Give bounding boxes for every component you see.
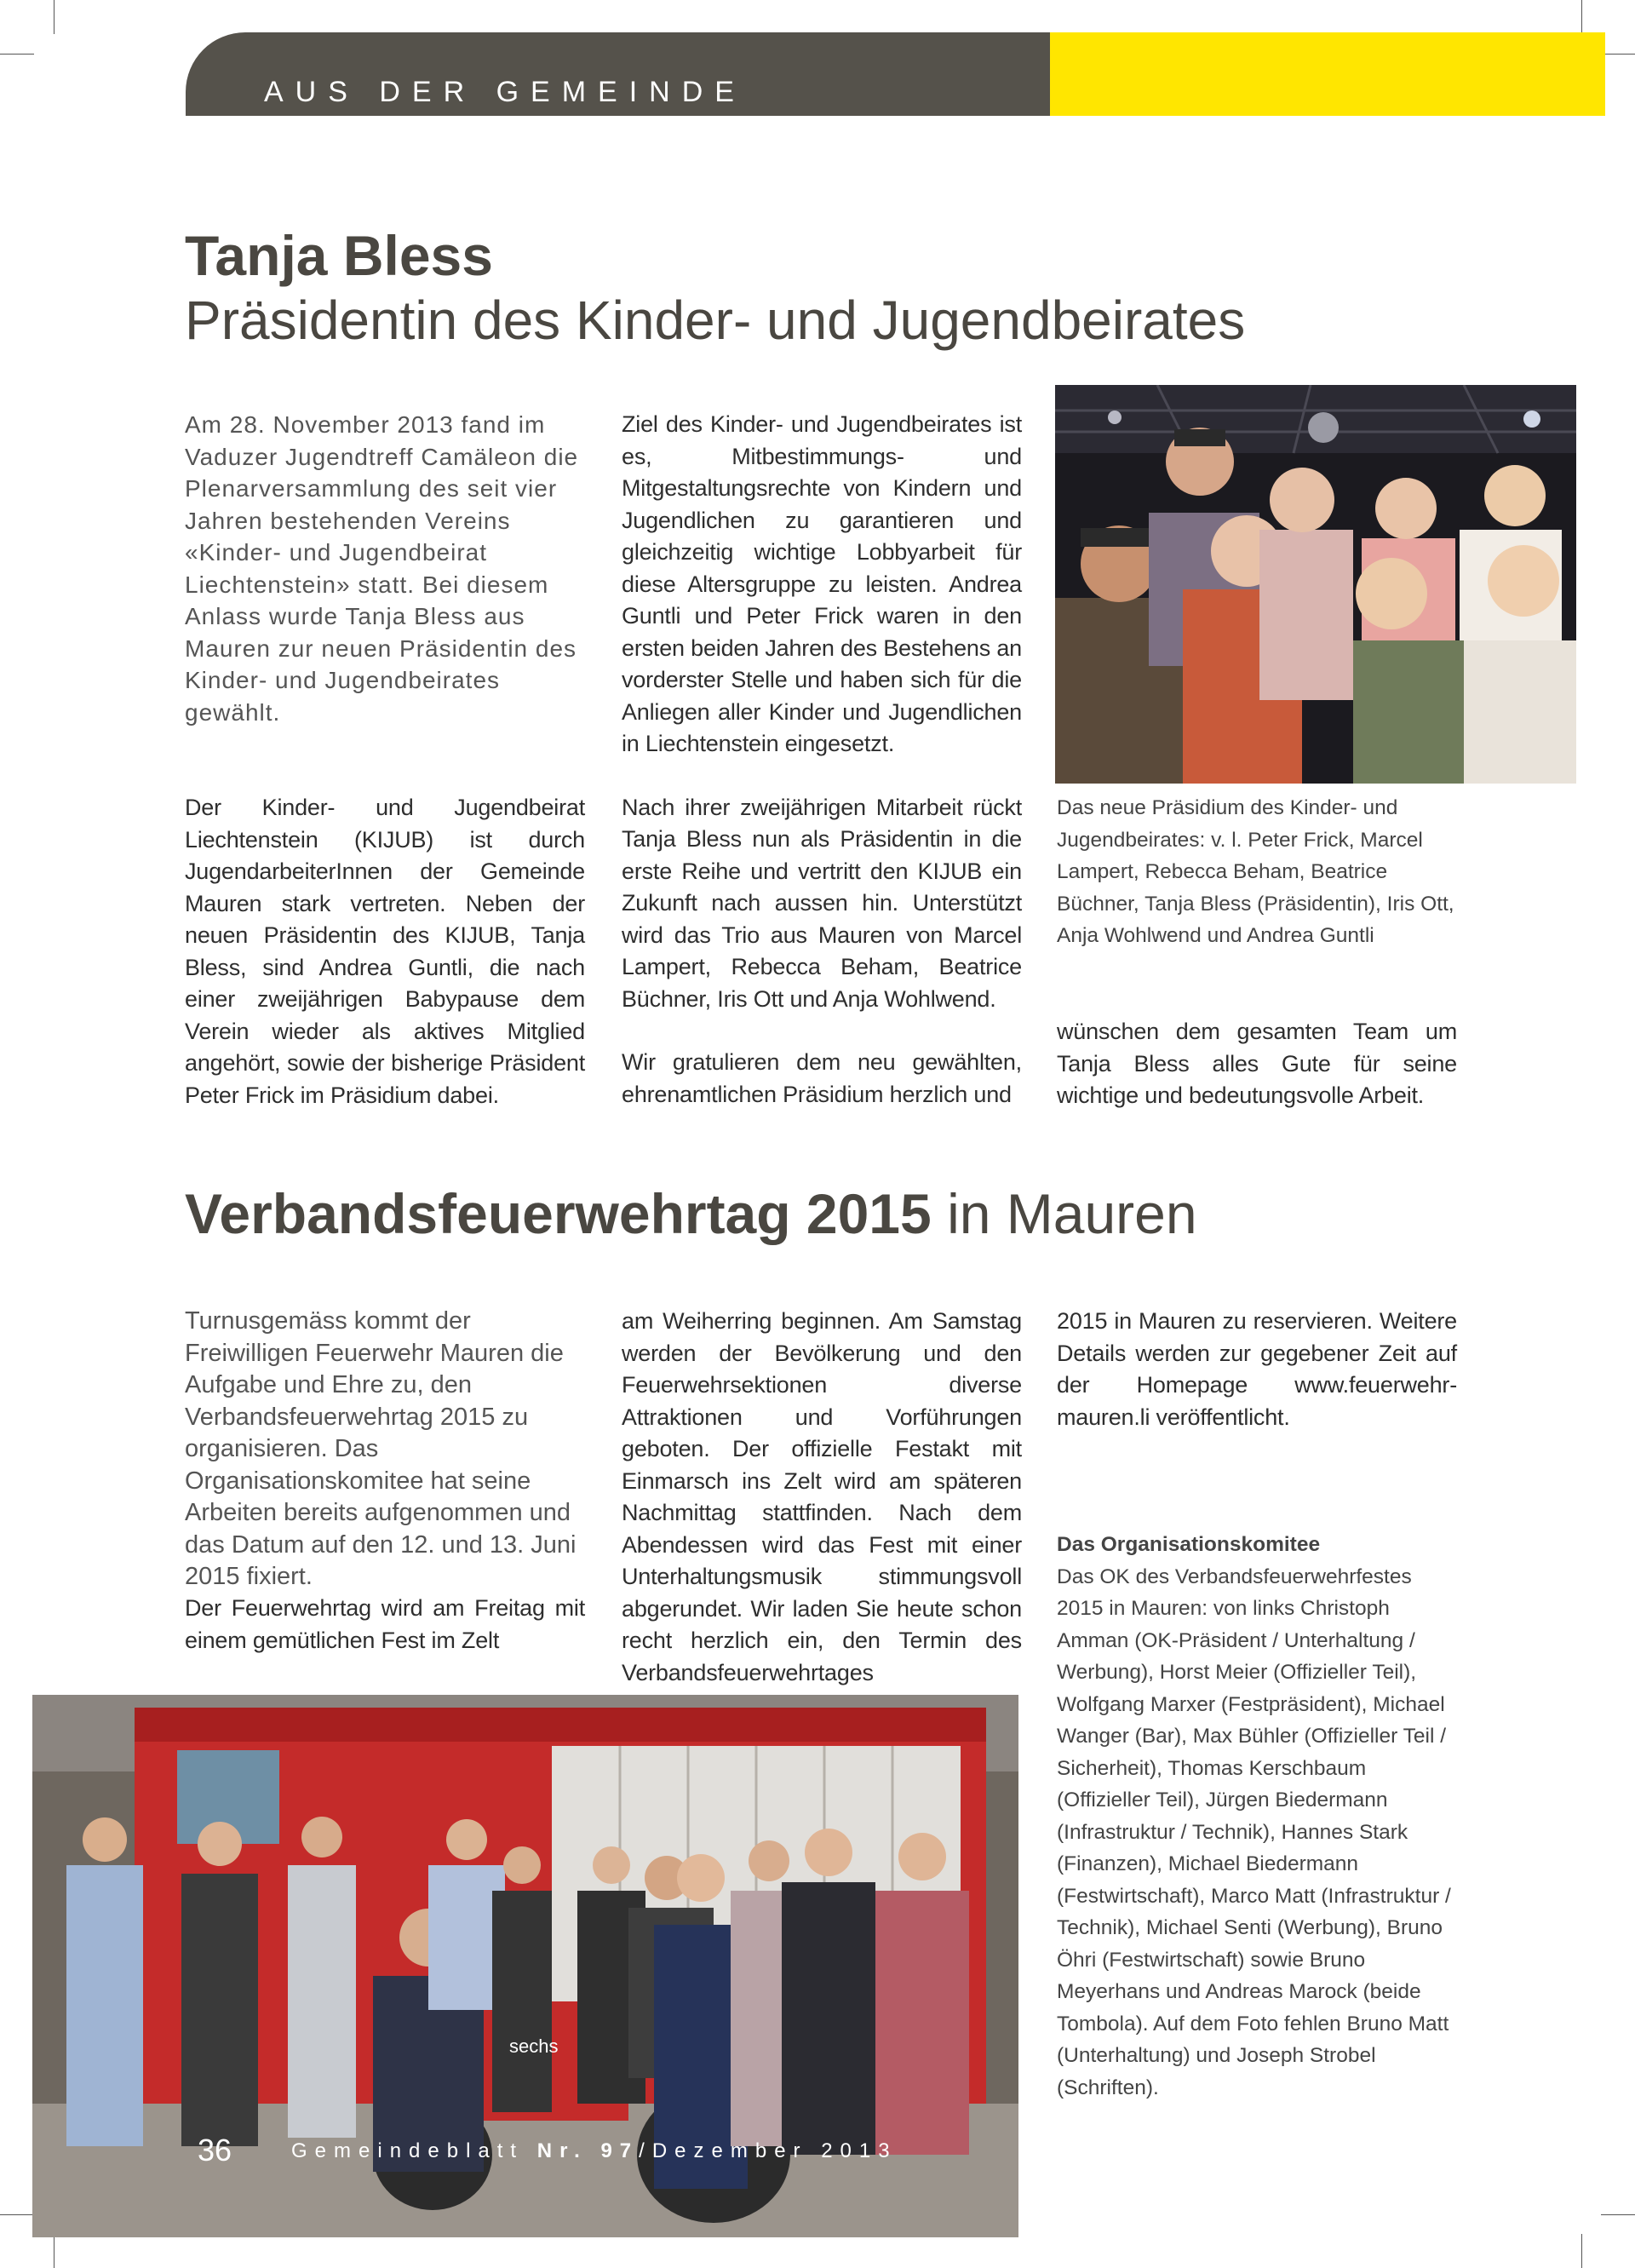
caption-text: Das OK des Verbandsfeuerwehrfestes 2015 in Mauren: von links Christoph Amman (OK-Präsident / Unterhaltung / Werbung), Horst Meier (Offizieller Teil), Wolfgang Marxer (Festpräsident), Michael Wanger (Bar), Max Bühler (Offizieller Teil / Sicherheit), Thomas Kerschbaum (Offizieller Teil), Jürgen Biedermann (Infrastruktur / Technik), Hannes Stark (Finanzen), Michael Biedermann (Festwirtschaft), Marco Matt (Infrastruktur / Technik), Michael Senti (Werbung), Bruno Öhri (Festwirtschaft) sowie Bruno Meyerhans und Andreas Marock (beide Tombola). Auf dem Foto fehlen Bruno Matt (Unterhaltung) und Joseph Strobel (Schriften). xyxy=(1057,1565,1451,2099)
title-bold: Verbandsfeuerwehrtag 2015 xyxy=(185,1182,932,1245)
crop-mark xyxy=(0,2214,34,2215)
paragraph: 2015 in Mauren zu reservieren. Weitere Details werden zur gegebener Zeit auf der Homepage www.feuerwehr-mauren.li veröffentlicht. xyxy=(1057,1308,1457,1430)
truck-label: sechs xyxy=(509,2035,559,2057)
paragraph: am Weiherring beginnen. Am Samstag werden der Bevölkerung und den Feuerwehrsektionen diverse Attraktionen und Vorführungen geboten. Der offizielle Festakt mit Einmarsch ins Zelt wird am späteren Nachmittag stattfinden. Nach dem Abendessen wird das Fest mit einer Unterhaltungsmusik stimmungsvoll abgerundet. Wir laden Sie heute schon recht herzlich ein, den Termin des Verbandsfeuerwehrtages xyxy=(622,1308,1022,1685)
article-column-3 xyxy=(1057,1016,1457,1112)
crop-mark xyxy=(1581,2234,1582,2268)
photo-jugendbeirat-group xyxy=(1055,385,1576,784)
paragraph: Nach ihrer zweijährigen Mitarbeit rückt Tanja Bless nun als Präsidentin in die erste Reihe und vertritt den KIJUB ein Zukunft nach aussen hin. Unterstützt wird das Trio aus Mauren von Marcel Lampert, Rebecca Beham, Beatrice Büchner, Iris Ott und Anja Wohlwend. xyxy=(622,794,1022,1012)
article-column-2 xyxy=(622,409,1022,1111)
paragraph: Wir gratulieren dem neu gewählten, ehrenamtlichen Präsidium herzlich und xyxy=(622,1049,1022,1107)
paragraph: Der Feuerwehrtag wird am Freitag mit einem gemütlichen Fest im Zelt xyxy=(185,1595,585,1653)
issue-date: /Dezember 2013 xyxy=(639,2139,898,2162)
article-column-1 xyxy=(185,792,585,1111)
crop-mark xyxy=(1601,2214,1635,2215)
issue-number: Nr. 97 xyxy=(536,2139,640,2162)
crop-mark xyxy=(0,54,34,55)
intro-text: Am 28. November 2013 fand im Vaduzer Jugendtreff Camäleon die Plenarversammlung des seit vier Jahren bestehenden Vereins «Kinder- und Jugendbeirat Liechtenstein» statt. Bei diesem Anlass wurde Tanja Bless aus Mauren zur neuen Präsidentin des Kinder- und Jugendbeirates gewählt. xyxy=(185,411,579,726)
article-subtitle: Präsidentin des Kinder- und Jugendbeirates xyxy=(185,290,1246,351)
paragraph: Ziel des Kinder- und Jugendbeirates ist es, Mitbestimmungs- und Mitgestaltungsrechte von Kindern und Jugendlichen zu garantieren und gleichzeitig wichtige Lobbyarbeit für diese Altersgruppe zu leisten. Andrea Guntli und Peter Frick waren in den ersten beiden Jahren des Bestehens an vorderster Stelle und haben sich für die Anliegen aller Kinder und Jugendlichen in Liechtenstein eingesetzt. xyxy=(622,411,1022,756)
article-title: Tanja Bless xyxy=(185,224,493,287)
article-intro xyxy=(185,409,585,728)
article-column-3 xyxy=(1057,1306,1457,1433)
crop-mark xyxy=(1601,54,1635,55)
crop-mark xyxy=(1581,0,1582,34)
caption-text: Das neue Präsidium des Kinder- und Jugendbeirates: v. l. Peter Frick, Marcel Lampert, Rebecca Beham, Beatrice Büchner, Tanja Bless (Präsidentin), Iris Ott, Anja Wohlwend und Andrea Guntli xyxy=(1057,796,1454,947)
article-column-1 xyxy=(185,1593,585,1657)
article-intro xyxy=(185,1306,585,1593)
page-number: 36 xyxy=(198,2133,232,2168)
article-title xyxy=(185,1180,1197,1248)
intro-text: Turnusgemäss kommt der Freiwilligen Feuerwehr Mauren die Aufgabe und Ehre zu, den Verbandsfeuerwehrtag 2015 zu organisieren. Das Organisationskomitee hat seine Arbeiten bereits aufgenommen und das Datum auf den 12. und 13. Juni 2015 fixiert. xyxy=(185,1307,577,1590)
caption-title: Das Organisationskomitee xyxy=(1057,1533,1321,1556)
paragraph: wünschen dem gesamten Team um Tanja Bless alles Gute für seine wichtige und bedeutungsvolle Arbeit. xyxy=(1057,1019,1457,1108)
section-header-accent xyxy=(1050,32,1605,116)
title-rest: in Mauren xyxy=(931,1182,1197,1245)
magazine-title: Gemeindeblatt xyxy=(291,2139,525,2162)
photo-caption xyxy=(1057,1529,1457,2104)
article-column-2 xyxy=(622,1306,1022,1689)
photo-caption xyxy=(1057,792,1457,952)
magazine-name xyxy=(291,2136,898,2167)
paragraph: Der Kinder- und Jugendbeirat Liechtenstein (KIJUB) ist durch JugendarbeiterInnen der Gemeinde Mauren stark vertreten. Neben der neuen Präsidentin des KIJUB, Tanja Bless, sind Andrea Guntli, die nach einer zweijährigen Babypause dem Verein wieder als aktives Mitglied angehört, sowie der bisherige Präsident Peter Frick im Präsidium dabei. xyxy=(185,795,585,1108)
section-title: AUS DER GEMEINDE xyxy=(264,76,746,108)
